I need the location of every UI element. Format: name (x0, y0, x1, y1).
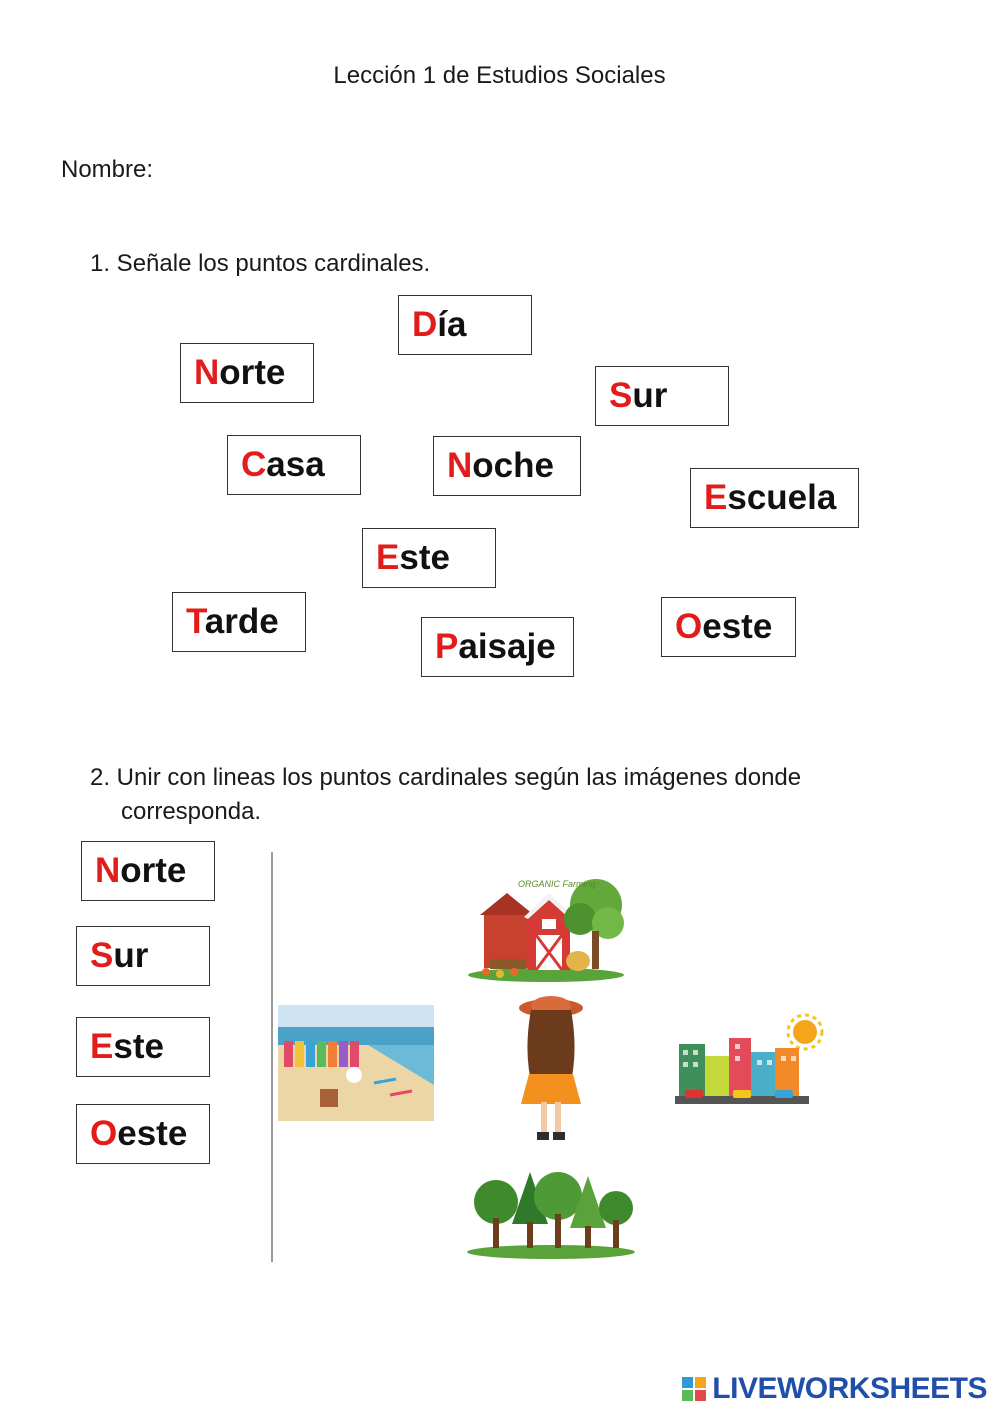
word-first-letter: P (435, 627, 459, 666)
word-box-casa[interactable] (227, 435, 361, 495)
word-rest: este (702, 607, 773, 646)
beach-image[interactable] (278, 1005, 434, 1121)
word-rest: ste (113, 1027, 164, 1066)
city-image[interactable] (675, 1012, 825, 1108)
word-first-letter: N (95, 851, 121, 890)
word-rest: scuela (727, 478, 837, 517)
word-rest: ur (113, 936, 149, 975)
question-1-text: 1. Señale los puntos cardinales. (90, 250, 431, 277)
word-rest: asa (266, 445, 325, 484)
word-rest: aisaje (458, 627, 556, 666)
word-first-letter: S (609, 376, 633, 415)
word-first-letter: N (447, 446, 473, 485)
question-2-text-line2: corresponda. (121, 798, 262, 825)
word-rest: ur (632, 376, 668, 415)
name-label: Nombre: (61, 156, 154, 183)
girl-image[interactable] (513, 994, 589, 1150)
word-first-letter: C (241, 445, 267, 484)
word-first-letter: E (376, 538, 400, 577)
farm-sign-text: ORGANIC Farming (518, 879, 596, 889)
word-first-letter: S (90, 936, 114, 975)
word-first-letter: E (704, 478, 728, 517)
worksheet-title: Lección 1 de Estudios Sociales (333, 62, 666, 89)
question-2-text-line1: 2. Unir con lineas los puntos cardinales según las imágenes donde (90, 764, 802, 791)
vertical-divider (271, 852, 273, 1262)
word-box-sur[interactable] (595, 366, 729, 426)
match-box-este[interactable] (76, 1017, 210, 1077)
word-rest: orte (120, 851, 187, 890)
match-box-oeste[interactable] (76, 1104, 210, 1164)
word-rest: este (117, 1114, 188, 1153)
word-first-letter: O (90, 1114, 118, 1153)
word-first-letter: N (194, 353, 220, 392)
brand-logo (682, 1374, 987, 1404)
word-first-letter: O (675, 607, 703, 646)
liveworksheets-logo-icon (682, 1377, 706, 1401)
farm-image[interactable] (466, 875, 626, 983)
word-box-dia[interactable] (398, 295, 532, 355)
word-box-paisaje[interactable] (421, 617, 574, 677)
word-box-escuela[interactable] (690, 468, 859, 528)
word-box-noche[interactable] (433, 436, 581, 496)
word-rest: ste (399, 538, 450, 577)
word-first-letter: D (412, 305, 438, 344)
word-box-norte[interactable] (180, 343, 314, 403)
word-box-tarde[interactable] (172, 592, 306, 652)
word-rest: orte (219, 353, 286, 392)
word-first-letter: T (186, 602, 205, 641)
word-box-este[interactable] (362, 528, 496, 588)
word-rest: ía (437, 305, 467, 344)
match-box-sur[interactable] (76, 926, 210, 986)
word-rest: arde (204, 602, 279, 641)
word-box-oeste[interactable] (661, 597, 796, 657)
word-first-letter: E (90, 1027, 114, 1066)
word-rest: oche (472, 446, 554, 485)
forest-image[interactable] (466, 1162, 636, 1260)
match-box-norte[interactable] (81, 841, 215, 901)
brand-name: LIVEWORKSHEETS (712, 1372, 987, 1405)
